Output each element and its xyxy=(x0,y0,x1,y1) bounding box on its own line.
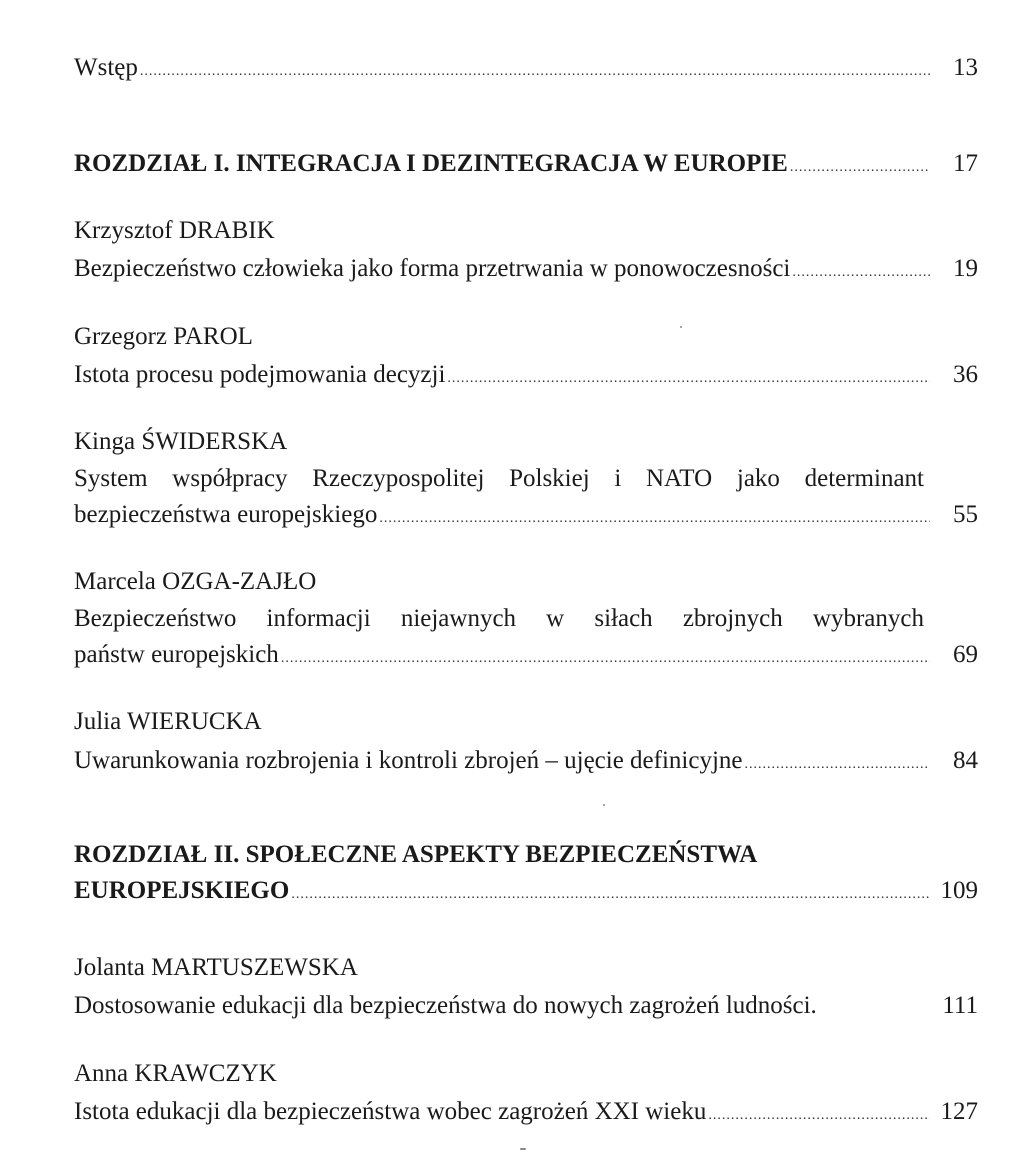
chapter-heading-1[interactable] xyxy=(74,149,978,183)
chapter-heading-2[interactable] xyxy=(74,876,978,910)
leader-dots xyxy=(745,750,930,780)
leader-dots xyxy=(379,504,930,534)
page-number: 84 xyxy=(953,747,978,774)
entry-title: Wstęp xyxy=(74,54,138,81)
page-number: 17 xyxy=(953,150,978,177)
page-number: 69 xyxy=(953,641,978,668)
leader-dots xyxy=(447,364,930,394)
toc-entry[interactable] xyxy=(74,640,978,674)
page-number: 55 xyxy=(953,501,978,528)
entry-author: Grzegorz PAROL xyxy=(74,323,253,350)
entry-author: Kinga ŚWIDERSKA xyxy=(74,428,288,455)
toc-entry[interactable] xyxy=(74,991,978,1021)
entry-title-line1: System współpracy Rzeczypospolitej Polskiej i NATO jako determinant xyxy=(74,465,924,492)
toc-entry-title-line[interactable] xyxy=(74,464,978,494)
toc-entry[interactable] xyxy=(74,254,978,288)
chapter-title-line1: ROZDZIAŁ II. SPOŁECZNE ASPEKTY BEZPIECZEŃSTWA xyxy=(74,841,758,868)
toc-entry[interactable] xyxy=(74,500,978,534)
entry-title: Istota procesu podejmowania decyzji xyxy=(74,361,446,388)
entry-title: Bezpieczeństwo człowieka jako forma przetrwania w ponowoczesności xyxy=(74,255,791,282)
chapter-heading-2-line1[interactable] xyxy=(74,840,978,870)
scan-speck xyxy=(680,326,682,328)
page-number: 127 xyxy=(940,1098,978,1125)
leader-dots xyxy=(140,57,930,87)
leader-dots xyxy=(708,1101,930,1131)
scan-speck xyxy=(603,804,605,806)
entry-title-line2: państw europejskich xyxy=(74,641,279,668)
toc-entry[interactable] xyxy=(74,746,978,780)
entry-title: Dostosowanie edukacji dla bezpieczeństwa do nowych zagrożeń ludności. xyxy=(74,992,817,1019)
leader-dots xyxy=(291,880,930,910)
entry-author: Jolanta MARTUSZEWSKA xyxy=(74,954,358,981)
toc-entry-title-line[interactable] xyxy=(74,604,978,634)
entry-author: Krzysztof DRABIK xyxy=(74,217,275,244)
entry-author: Marcela OZGA-ZAJŁO xyxy=(74,568,317,595)
toc-entry-intro[interactable] xyxy=(74,53,978,87)
toc-entry[interactable] xyxy=(74,1097,978,1131)
entry-title-line2: bezpieczeństwa europejskiego xyxy=(74,501,378,528)
page-number: 36 xyxy=(953,361,978,388)
chapter-title: ROZDZIAŁ I. INTEGRACJA I DEZINTEGRACJA W EUROPIE xyxy=(74,150,788,177)
page-number: 109 xyxy=(940,877,978,904)
entry-title-line1: Bezpieczeństwo informacji niejawnych w siłach zbrojnych wybranych xyxy=(74,605,924,632)
chapter-title-line2: EUROPEJSKIEGO xyxy=(74,877,290,904)
page-number: 19 xyxy=(953,255,978,282)
entry-title: Uwarunkowania rozbrojenia i kontroli zbrojeń – ujęcie definicyjne xyxy=(74,747,743,774)
scan-speck xyxy=(520,1148,526,1150)
page-number: 13 xyxy=(953,54,978,81)
entry-author: Anna KRAWCZYK xyxy=(74,1060,277,1087)
toc-entry[interactable] xyxy=(74,360,978,394)
leader-dots xyxy=(790,153,930,183)
table-of-contents xyxy=(74,0,978,1152)
leader-dots xyxy=(792,258,930,288)
entry-title: Istota edukacji dla bezpieczeństwa wobec zagrożeń XXI wieku xyxy=(74,1098,707,1125)
page-number: 111 xyxy=(942,992,978,1019)
entry-author: Julia WIERUCKA xyxy=(74,708,262,735)
leader-dots xyxy=(281,644,930,674)
